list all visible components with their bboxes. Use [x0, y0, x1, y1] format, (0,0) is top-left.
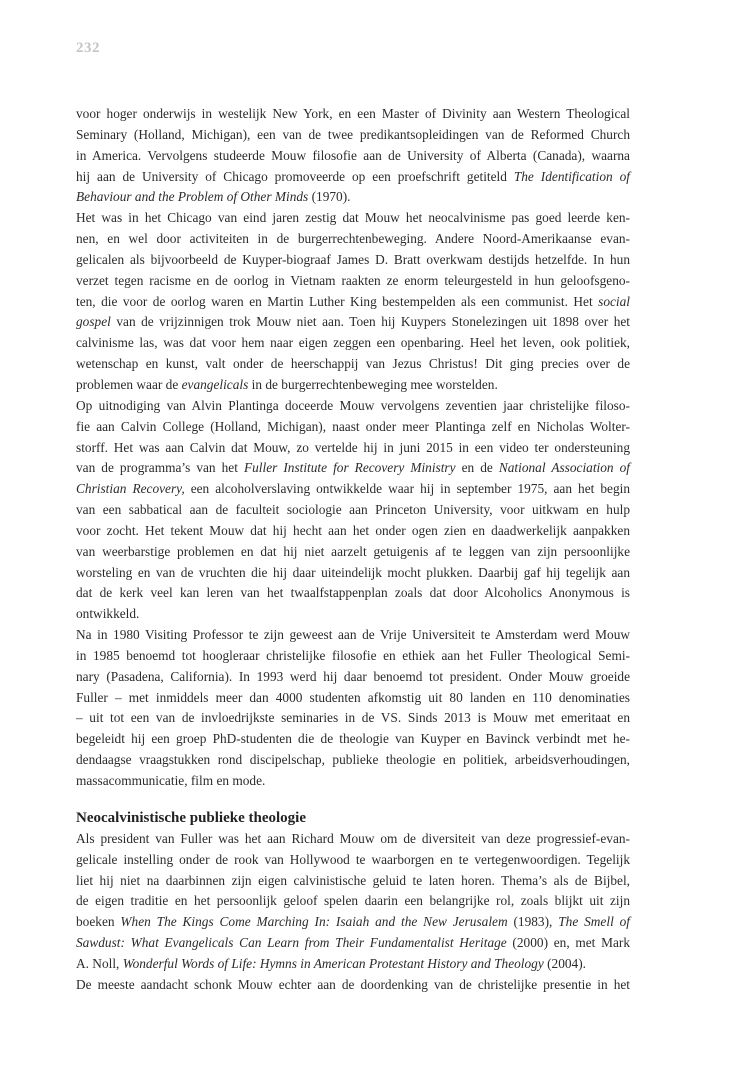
book-title: When The Kings Come Marching In: Isaiah and the New Jerusalem	[120, 914, 508, 930]
text-span: in de burgerrechtenbeweging mee worstelden.	[248, 376, 498, 392]
text-line	[76, 375, 630, 396]
text-line	[76, 933, 630, 954]
text-line	[76, 458, 630, 479]
text-line: wetenschap en kunst, valt onder de heerschappij van Jezus Christus! Dit ging precies over de	[76, 356, 630, 372]
book-title: Sawdust: What Evangelicals Can Learn from Their Fundamentalist Heritage	[76, 935, 507, 951]
text-line: gelicale instelling onder de rook van Hollywood te waarborgen en te vertegenwoordigen. Tegelijk	[76, 851, 630, 867]
text-line: in America. Vervolgens studeerde Mouw filosofie aan de University of Alberta (Canada), waarna	[76, 147, 630, 163]
text-line: van een sabbatical aan de faculteit sociologie aan Princeton University, voor uitkwam en hulp	[76, 502, 630, 518]
text-span: boeken	[76, 914, 121, 930]
text-line: van weerbarstige problemen en dat hij niet aarzelt getuigenis af te leggen van zijn persoonlijke	[76, 543, 630, 559]
paragraph	[76, 396, 630, 625]
text-line: dat de kerk veel kan leren van het twaalfstappenplan zoals dat door Alcoholics Anonymous is	[76, 585, 630, 601]
text-line: Fuller – met inmiddels meer dan 4000 studenten afkomstig uit 80 landen en 110 denominaties	[76, 689, 630, 705]
text-line: in 1985 benoemd tot hoogleraar christelijke filosofie en ethiek aan het Fuller Theological Semi-	[76, 647, 630, 663]
text-line: Na in 1980 Visiting Professor te zijn geweest aan de Vrije Universiteit te Amsterdam werd Mouw	[76, 627, 630, 643]
organization-name: Christian Recovery,	[76, 481, 185, 497]
page-number: 232	[76, 40, 100, 56]
body-text	[76, 104, 630, 996]
text-line	[76, 479, 630, 500]
text-span: van de programma’s van het	[76, 460, 244, 476]
text-span: (2004).	[543, 955, 587, 971]
text-line: worsteling en van de vruchten die hij daar uiteindelijk mocht plukken. Daarbij gaf hij tegelijk aan	[76, 564, 630, 580]
text-span: ten, die voor de oorlog waren en Martin Luther King bestempelden als een communist. Het	[76, 293, 599, 309]
text-line	[76, 187, 630, 208]
text-span: hij aan de University of Chicago promoveerde op een proefschrift getiteld	[76, 168, 514, 184]
text-line: massacommunicatie, film en mode.	[76, 773, 266, 788]
organization-name: Fuller Institute for Recovery Ministry	[243, 460, 456, 476]
text-line: ontwikkeld.	[76, 606, 140, 622]
text-line: verzet tegen racisme en de oorlog in Vietnam raakten ze enorm teleurgesteld in hun geloofsgeno-	[76, 272, 630, 288]
paragraph	[76, 208, 630, 396]
text-line: – uit tot een van de invloedrijkste seminaries in de VS. Sinds 2013 is Mouw met emeritaat en	[76, 710, 630, 726]
text-span: A. Noll,	[76, 955, 123, 971]
text-line	[76, 167, 630, 188]
paragraph	[76, 625, 630, 792]
organization-name: National Association of	[498, 460, 630, 476]
text-line: de eigen traditie en het persoonlijk geloof spelen daarin een belangrijke rol, zoals blijkt uit zijn	[76, 893, 630, 909]
text-span: (2000) en, met Mark	[506, 935, 631, 951]
text-line: fie aan Calvin College (Holland, Michigan), naast onder meer Plantinga zelf en Nicholas Wolter-	[76, 418, 630, 434]
text-line: Op uitnodiging van Alvin Plantinga doceerde Mouw vervolgens zeventien jaar christelijke filoso-	[76, 397, 630, 413]
text-span: (1983),	[507, 914, 559, 930]
paragraph	[76, 829, 630, 975]
text-line: Seminary (Holland, Michigan), een van de twee predikantsopleidingen van de Reformed Church	[76, 126, 630, 142]
italic-term: social	[598, 293, 630, 309]
paragraph	[76, 104, 630, 208]
text-line: voor zocht. Het tekent Mouw dat hij hecht aan het onder ogen zien en daadwerkelijk aanpakken	[76, 522, 630, 538]
text-line: gelicalen als bijvoorbeeld de Kuyper-biograaf James D. Bratt overkwam destijds hetzelfde. In hun	[76, 251, 630, 267]
text-span: (1970).	[308, 189, 351, 205]
text-line: dendaagse vraagstukken rond discipelschap, publieke theologie en politiek, arbeidsverhoudingen,	[76, 752, 630, 768]
text-line: begeleidt hij een groep PhD-studenten die de theologie van Kuyper en Bavinck verbindt met he-	[76, 731, 630, 747]
text-line: nen, en wel door activiteiten in de burgerrechtenbeweging. Andere Noord-Amerikaanse evan-	[76, 231, 630, 247]
text-line	[76, 312, 630, 333]
text-span: een alcoholverslaving ontwikkelde waar hij in september 1975, aan het begin	[184, 481, 630, 497]
text-line: Als president van Fuller was het aan Richard Mouw om de diversiteit van deze progressief-evan-	[76, 830, 630, 846]
italic-term: gospel	[76, 314, 111, 330]
text-line: liet hij niet na daarbinnen zijn eigen calvinistische geluid te laten horen. Thema’s als de Bijbel,	[76, 872, 630, 888]
text-line: De meeste aandacht schonk Mouw echter aan de doordenking van de christelijke presentie in het	[76, 976, 630, 992]
text-line: Het was in het Chicago van eind jaren zestig dat Mouw het neocalvinisme pas goed leerde ken-	[76, 210, 630, 226]
text-line: calvinisme las, was dat voor hem naar eigen zeggen een openbaring. Heel het leven, ook politiek,	[76, 335, 630, 351]
italic-term: evangelicals	[181, 376, 249, 392]
text-span: problemen waar de	[76, 376, 182, 392]
text-line: nary (Pasadena, California). In 1993 werd hij daar benoemd tot president. Onder Mouw groeide	[76, 668, 630, 684]
text-line	[76, 912, 630, 933]
text-line	[76, 954, 630, 975]
section-heading: Neocalvinistische publieke theologie	[76, 809, 306, 826]
text-line: voor hoger onderwijs in westelijk New York, en een Master of Divinity aan Western Theological	[76, 106, 630, 121]
text-span: en de	[455, 460, 499, 476]
text-span: van de vrijzinnigen trok Mouw niet aan. Toen hij Kuypers Stonelezingen uit 1898 over het	[110, 314, 630, 330]
book-title: The Smell of	[558, 914, 631, 930]
book-title: The Identification of	[513, 168, 630, 184]
book-title: Wonderful Words of Life: Hymns in American Protestant History and Theology	[122, 955, 544, 971]
text-line	[76, 292, 630, 313]
text-line: storff. Het was aan Calvin dat Mouw, zo vertelde hij in juni 2015 in een video ter ondersteuning	[76, 439, 630, 455]
paragraph	[76, 975, 630, 996]
book-title: Behaviour and the Problem of Other Minds	[76, 189, 309, 205]
